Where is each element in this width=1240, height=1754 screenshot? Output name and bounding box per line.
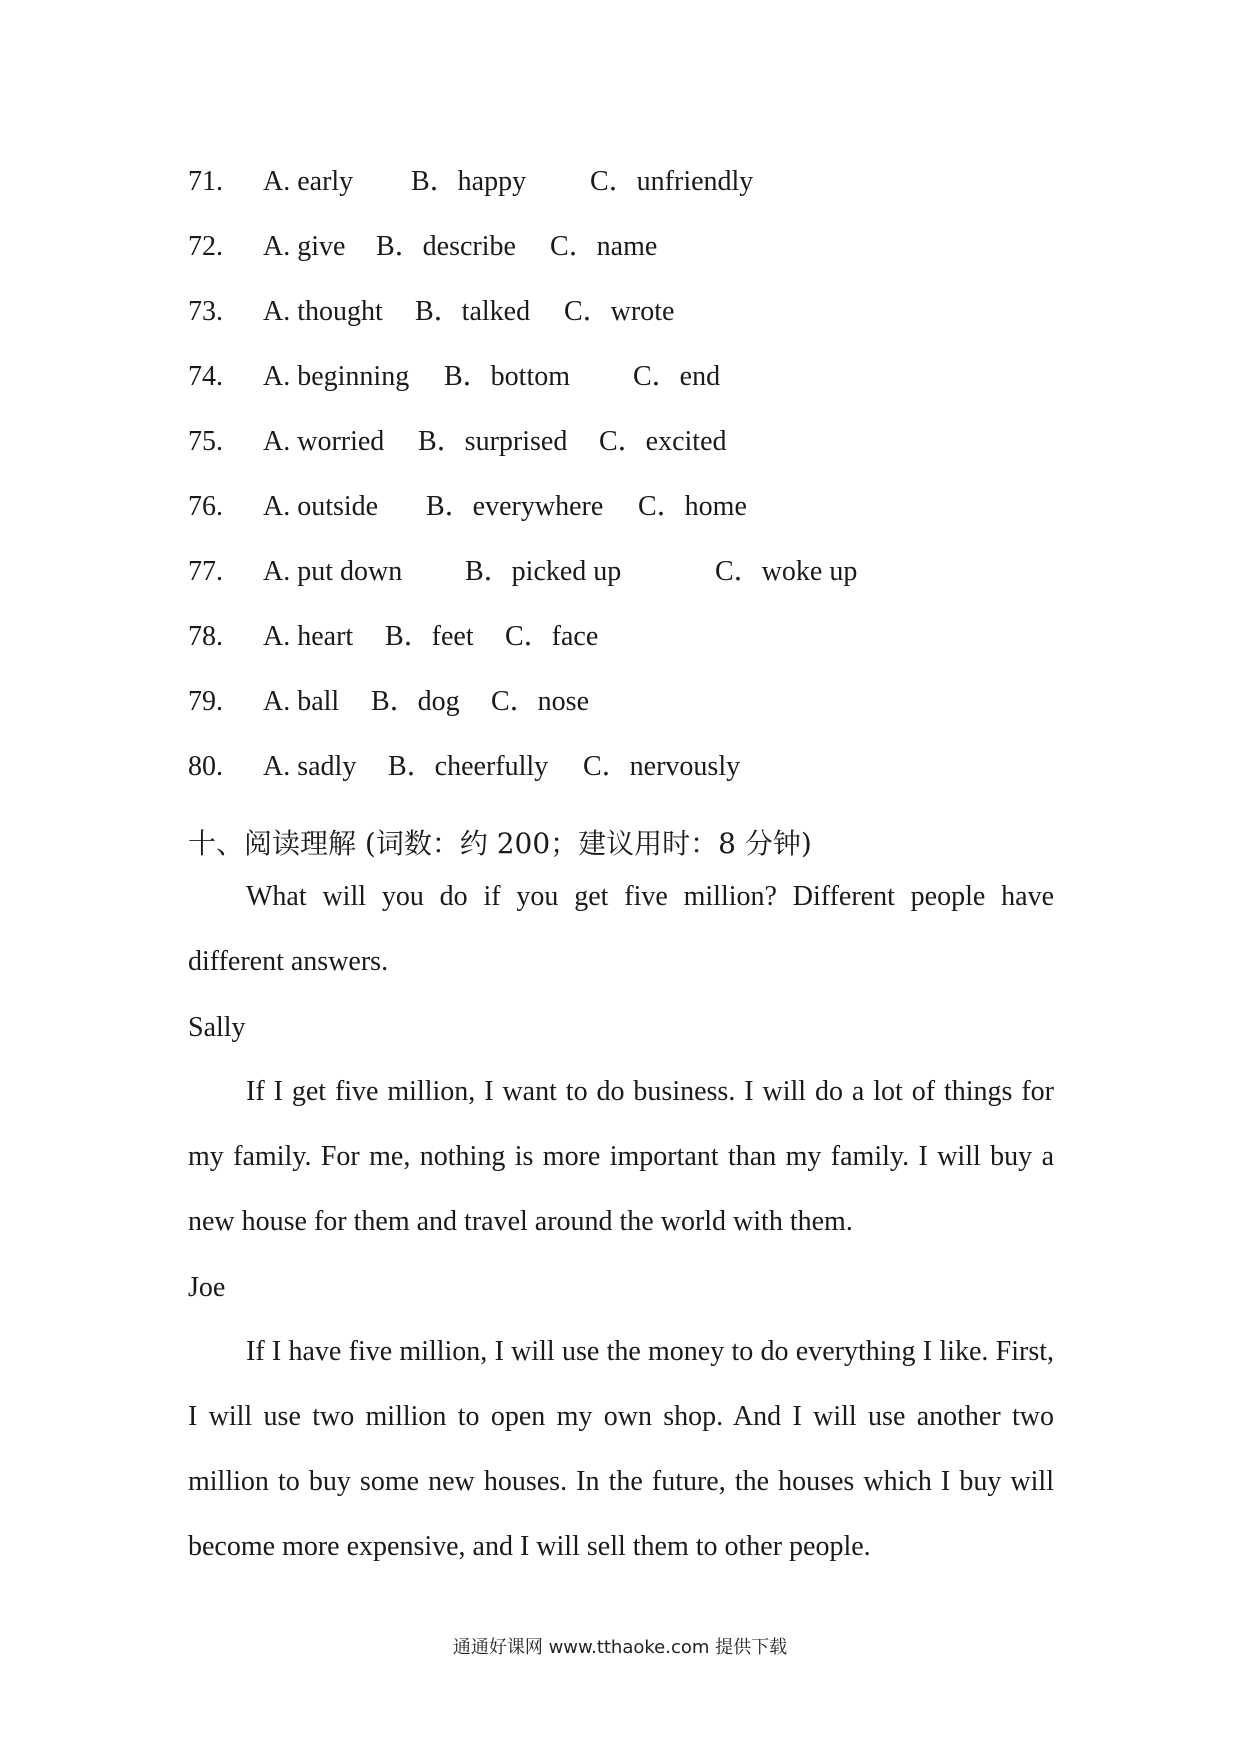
speaker-name-sally: Sally [188,1012,246,1043]
option-a: A. sadly [263,751,357,782]
joe-paragraph [188,1319,1054,1579]
question-number: 75. [188,426,223,457]
option-b: B．describe [376,231,516,262]
option-a: A. put down [263,556,403,587]
sally-text: If I get five million, I want to do business. I will do a lot of things for my family. For me, nothing is more important than my family. I will buy a new house for them and travel around the world with them. [188,1076,1054,1237]
option-c: C．woke up [715,556,858,587]
option-c: C．home [638,491,747,522]
question-number: 78. [188,621,223,652]
footer-watermark: 通通好课网 www.tthaoke.com 提供下载 [452,1637,788,1658]
speaker-name-joe: Joe [188,1272,226,1303]
option-a: A. worried [263,426,385,457]
option-c: C．nervously [583,751,741,782]
question-number: 77. [188,556,223,587]
intro-text: What will you do if you get five million? Different people have different answers. [188,881,1054,977]
section-heading: 十、阅读理解 (词数：约 200；建议用时：8 分钟) [188,827,812,860]
option-a: A. heart [263,621,354,652]
option-c: C．name [550,231,658,262]
question-number: 71. [188,166,223,197]
option-c: C．excited [599,426,727,457]
option-c: C．nose [491,686,590,717]
option-a: A. give [263,231,346,262]
option-b: B．cheerfully [388,751,549,782]
option-b: B．happy [411,166,527,197]
question-number: 74. [188,361,223,392]
intro-paragraph [188,864,1054,994]
sally-paragraph [188,1059,1054,1254]
question-number: 73. [188,296,223,327]
question-number: 76. [188,491,223,522]
option-a: A. outside [263,491,379,522]
option-a: A. thought [263,296,383,327]
question-number: 80. [188,751,223,782]
option-b: B．bottom [444,361,571,392]
option-a: A. early [263,166,354,197]
option-c: C．end [633,361,721,392]
option-b: B．talked [415,296,531,327]
option-a: A. beginning [263,361,410,392]
question-number: 79. [188,686,223,717]
option-b: B．everywhere [426,491,604,522]
option-a: A. ball [263,686,340,717]
option-b: B．picked up [465,556,622,587]
option-b: B．dog [371,686,460,717]
joe-text: If I have five million, I will use the money to do everything I like. First, I will use two million to open my own shop. And I will use another two million to buy some new houses. In the future, the houses which I buy will become more expensive, and I will sell them to other people. [188,1336,1054,1562]
option-b: B．surprised [418,426,568,457]
option-c: C．unfriendly [590,166,754,197]
option-c: C．wrote [564,296,675,327]
question-number: 72. [188,231,223,262]
option-b: B．feet [385,621,474,652]
option-c: C．face [505,621,599,652]
